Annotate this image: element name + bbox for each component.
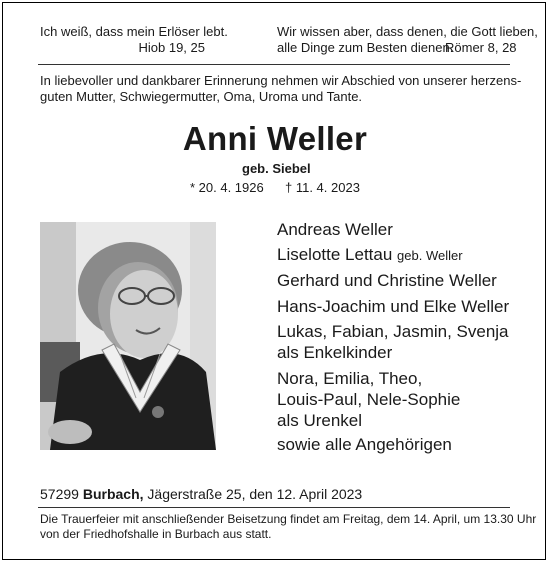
maiden-name: geb. Siebel bbox=[242, 161, 311, 176]
verse-left-text: Ich weiß, dass mein Erlöser lebt. bbox=[40, 24, 228, 39]
service-line-1: Die Trauerfeier mit anschließender Beisetzung findet am Freitag, dem 14. April, um 13.30 Uhr bbox=[40, 512, 537, 526]
family-line-1: Andreas Weller bbox=[277, 220, 393, 239]
birth-date: * 20. 4. 1926 bbox=[190, 180, 264, 195]
top-divider bbox=[38, 64, 510, 65]
family-line-2-name: Liselotte Lettau bbox=[277, 245, 393, 264]
verse-right-text-2: alle Dinge zum Besten dienen. bbox=[277, 40, 454, 55]
family-line-7: Nora, Emilia, Theo, bbox=[277, 369, 423, 388]
intro-line-2: guten Mutter, Schwiegermutter, Oma, Uroma und Tante. bbox=[40, 89, 363, 104]
portrait-illustration bbox=[40, 222, 216, 450]
family-line-5: Lukas, Fabian, Jasmin, Svenja bbox=[277, 322, 509, 341]
address-zip: 57299 bbox=[40, 486, 79, 502]
family-line-4: Hans-Joachim und Elke Weller bbox=[277, 297, 510, 316]
family-line-8: Louis-Paul, Nele-Sophie bbox=[277, 390, 461, 409]
verse-right-text: Wir wissen aber, dass denen, die Gott lieben, bbox=[277, 24, 538, 39]
family-line-6: als Enkelkinder bbox=[277, 343, 393, 362]
family-line-10: sowie alle Angehörigen bbox=[277, 435, 452, 454]
intro-line-1: In liebevoller und dankbarer Erinnerung nehmen wir Abschied von unserer herzens- bbox=[40, 73, 522, 88]
address-rest: Jägerstraße 25, den 12. April 2023 bbox=[147, 486, 363, 502]
family-line-2-nee: geb. Weller bbox=[397, 248, 463, 263]
verse-right-ref: Römer 8, 28 bbox=[445, 40, 517, 55]
address-line bbox=[40, 486, 362, 503]
portrait-photo bbox=[40, 222, 216, 450]
family-line-9: als Urenkel bbox=[277, 411, 363, 430]
family-line-2 bbox=[277, 244, 463, 267]
verse-left-ref: Hiob 19, 25 bbox=[138, 40, 205, 55]
address-town: Burbach, bbox=[82, 486, 144, 502]
family-line-3: Gerhard und Christine Weller bbox=[277, 271, 497, 290]
deceased-name: Anni Weller bbox=[182, 120, 368, 157]
death-date: † 11. 4. 2023 bbox=[285, 180, 360, 195]
bottom-divider bbox=[38, 507, 510, 508]
service-line-2: von der Friedhofshalle in Burbach aus statt. bbox=[40, 527, 272, 541]
